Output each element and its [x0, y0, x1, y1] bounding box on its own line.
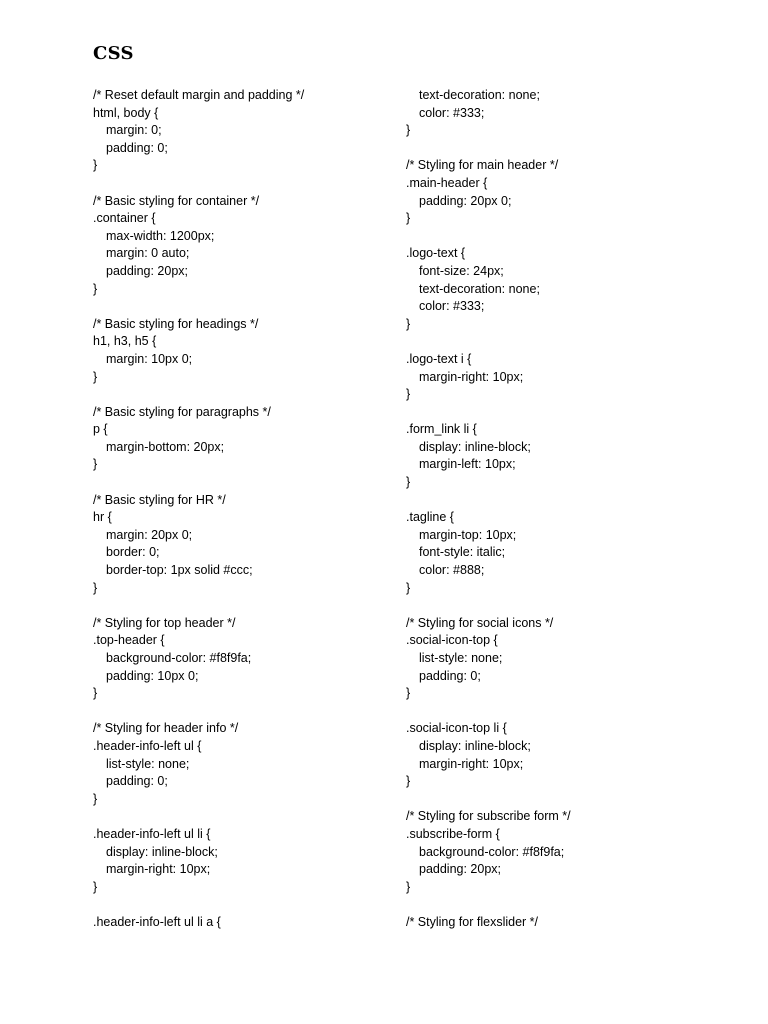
code-line: } — [406, 475, 411, 490]
code-line: display: inline-block; — [419, 738, 531, 753]
code-column-right — [406, 87, 571, 932]
blank-line — [406, 597, 571, 615]
code-line: .header-info-left ul { — [93, 738, 202, 753]
blank-line — [406, 703, 571, 721]
code-line: /* Basic styling for HR */ — [93, 492, 226, 507]
code-line: } — [406, 774, 411, 789]
blank-line — [93, 597, 304, 615]
code-line: display: inline-block; — [106, 844, 218, 859]
blank-line — [406, 140, 571, 158]
code-line: html, body { — [93, 105, 159, 120]
blank-line — [406, 333, 571, 351]
code-line: } — [93, 457, 98, 472]
code-line: .header-info-left ul li a { — [93, 914, 221, 929]
code-line: margin: 10px 0; — [106, 351, 193, 366]
code-line: /* Basic styling for container */ — [93, 193, 260, 208]
code-line: /* Styling for header info */ — [93, 721, 239, 736]
code-line: } — [93, 791, 98, 806]
code-line: padding: 20px; — [419, 862, 502, 877]
code-line: /* Styling for top header */ — [93, 615, 236, 630]
code-line: } — [406, 879, 411, 894]
code-line: } — [93, 158, 98, 173]
code-line: .main-header { — [406, 175, 488, 190]
code-line: .top-header { — [93, 633, 165, 648]
blank-line — [93, 808, 304, 826]
code-line: margin: 0; — [106, 123, 162, 138]
blank-line — [406, 404, 571, 422]
code-line: /* Styling for main header */ — [406, 158, 559, 173]
code-line: .social-icon-top { — [406, 633, 498, 648]
code-line: hr { — [93, 510, 112, 525]
code-line: text-decoration: none; — [419, 281, 540, 296]
code-line: list-style: none; — [419, 651, 503, 665]
code-line: /* Basic styling for headings */ — [93, 316, 259, 331]
code-line: margin-bottom: 20px; — [106, 439, 225, 454]
code-line: padding: 0; — [106, 140, 168, 155]
code-line: color: #333; — [419, 299, 485, 314]
code-line: .social-icon-top li { — [406, 721, 507, 736]
blank-line — [406, 791, 571, 809]
code-line: } — [406, 686, 411, 701]
code-line: color: #333; — [419, 105, 485, 120]
code-line: /* Basic styling for paragraphs */ — [93, 404, 271, 419]
code-line: .tagline { — [406, 510, 454, 525]
code-line: margin: 0 auto; — [106, 246, 190, 261]
code-line: } — [93, 686, 98, 701]
blank-line — [93, 386, 304, 404]
code-line: } — [93, 580, 98, 595]
code-line: .form_link li { — [406, 422, 477, 437]
code-line: max-width: 1200px; — [106, 228, 215, 243]
code-line: } — [93, 879, 98, 894]
blank-line — [93, 703, 304, 721]
code-line: display: inline-block; — [419, 439, 531, 454]
code-line: background-color: #f8f9fa; — [419, 844, 565, 859]
code-line: } — [406, 123, 411, 138]
code-line: } — [406, 387, 411, 402]
code-line: /* Styling for subscribe form */ — [406, 809, 571, 824]
code-line: padding: 10px 0; — [106, 668, 199, 683]
blank-line — [93, 298, 304, 316]
code-line: padding: 0; — [106, 774, 168, 789]
code-line: /* Styling for flexslider */ — [406, 914, 538, 929]
blank-line — [406, 492, 571, 510]
code-line: padding: 0; — [419, 668, 481, 683]
code-line: font-style: italic; — [419, 545, 506, 560]
code-line: margin-right: 10px; — [419, 369, 524, 384]
code-line: text-decoration: none; — [419, 88, 540, 102]
code-line: h1, h3, h5 { — [93, 334, 157, 349]
code-line: margin-right: 10px; — [106, 862, 211, 877]
blank-line — [93, 175, 304, 193]
code-line: padding: 20px 0; — [419, 193, 512, 208]
page-title: CSS — [93, 43, 134, 64]
blank-line — [406, 896, 571, 914]
code-line: .logo-text { — [406, 246, 466, 261]
code-line: border-top: 1px solid #ccc; — [106, 563, 253, 578]
code-line: } — [93, 281, 98, 296]
code-line: color: #888; — [419, 563, 485, 578]
code-line: margin: 20px 0; — [106, 527, 193, 542]
code-line: } — [406, 580, 411, 595]
code-line: p { — [93, 422, 108, 437]
code-line: margin-right: 10px; — [419, 756, 524, 771]
code-line: .header-info-left ul li { — [93, 826, 211, 841]
code-line: font-size: 24px; — [419, 263, 504, 278]
code-line: /* Reset default margin and padding */ — [93, 88, 305, 102]
code-line: .container { — [93, 211, 156, 226]
blank-line — [406, 228, 571, 246]
code-column-left — [93, 87, 304, 932]
code-line: margin-top: 10px; — [419, 527, 517, 542]
code-line: border: 0; — [106, 545, 160, 560]
code-line: .subscribe-form { — [406, 826, 500, 841]
code-line: padding: 20px; — [106, 263, 189, 278]
code-line: .logo-text i { — [406, 351, 472, 366]
code-line: background-color: #f8f9fa; — [106, 651, 252, 665]
code-line: list-style: none; — [106, 756, 190, 771]
code-line: /* Styling for social icons */ — [406, 615, 554, 630]
code-line: margin-left: 10px; — [419, 457, 516, 472]
code-line: } — [406, 316, 411, 331]
code-line: } — [406, 211, 411, 226]
code-line: } — [93, 369, 98, 384]
blank-line — [93, 896, 304, 914]
blank-line — [93, 474, 304, 492]
